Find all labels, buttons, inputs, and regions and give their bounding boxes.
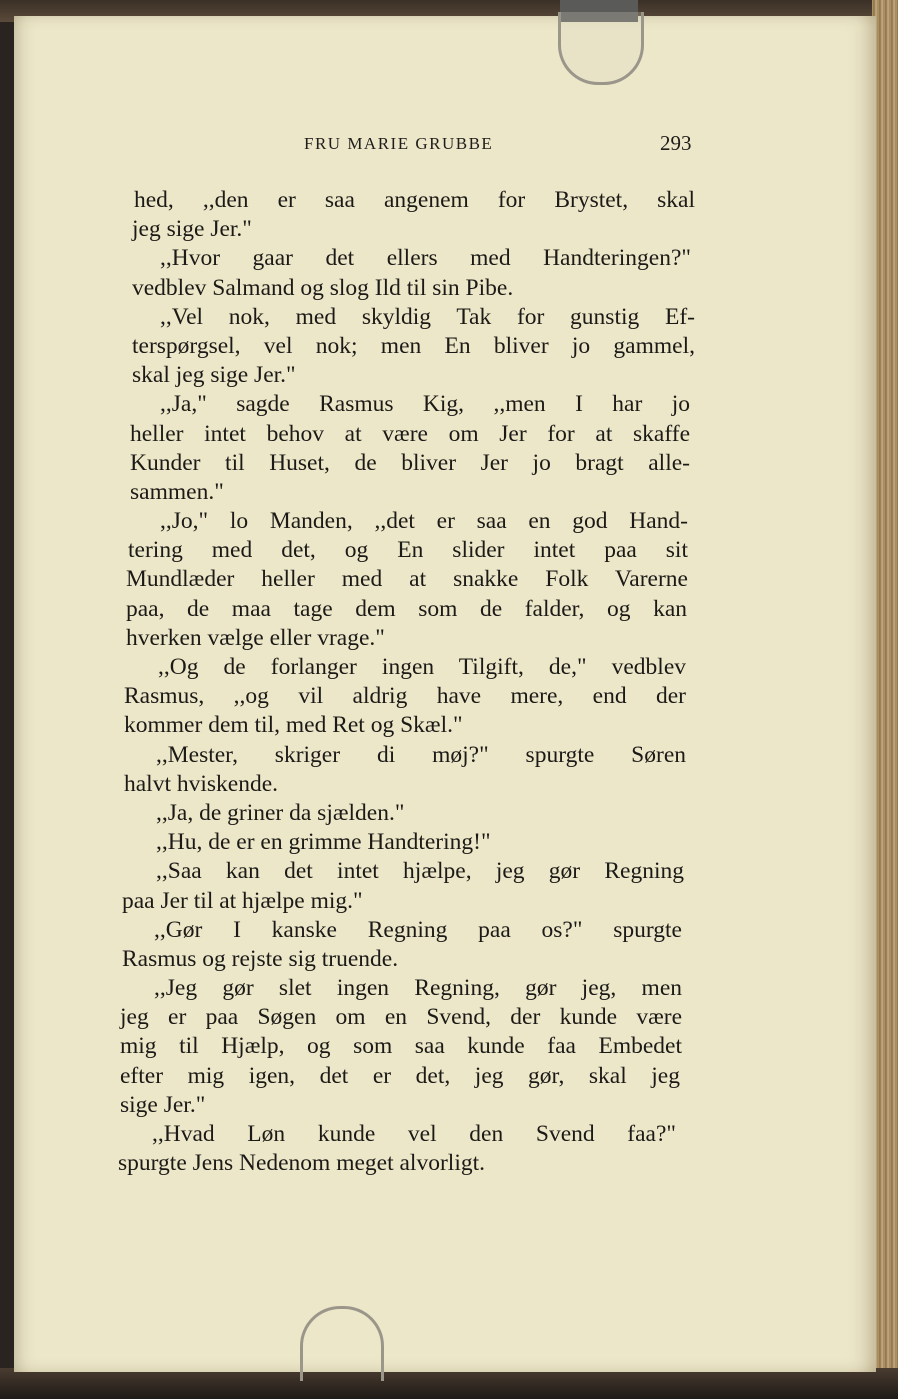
running-title: FRU MARIE GRUBBE <box>304 134 494 153</box>
page-header <box>0 131 898 158</box>
text-line: jeg sige Jer." <box>132 216 252 243</box>
top-page-clip <box>558 12 644 85</box>
text-line: ,,Hu, de er en grimme Handtering!" <box>156 829 491 856</box>
text-line: ,,Gør I kanske Regning paa os?" spurgte <box>154 916 682 943</box>
text-line: terspørgsel, vel nok; men En bliver jo gammel, <box>132 332 695 359</box>
text-line: ,,Saa kan det intet hjælpe, jeg gør Regning <box>156 858 684 885</box>
text-line: ,,Jeg gør slet ingen Regning, gør jeg, men <box>154 975 682 1002</box>
text-line: paa Jer til at hjælpe mig." <box>122 887 363 914</box>
text-line: efter mig igen, det er det, jeg gør, skal jeg <box>120 1062 680 1089</box>
text-line: ,,Vel nok, med skyldig Tak for gunstig Ef- <box>160 303 695 330</box>
text-line: kommer dem til, med Ret og Skæl." <box>124 712 463 739</box>
text-line: spurgte Jens Nedenom meget alvorligt. <box>118 1150 486 1177</box>
text-line: halvt hviskende. <box>124 770 279 797</box>
text-line: ,,Hvor gaar det ellers med Handteringen?" <box>160 245 691 272</box>
text-line: Rasmus og rejste sig truende. <box>122 945 399 972</box>
text-line: jeg er paa Søgen om en Svend, der kunde være <box>120 1004 682 1031</box>
text-line: hed, ,,den er saa angenem for Brystet, skal <box>134 187 695 213</box>
book-edge-bottom <box>0 1368 898 1399</box>
text-line: Mundlæder heller med at snakke Folk Varerne <box>126 566 688 593</box>
text-line: skal jeg sige Jer." <box>132 362 296 389</box>
page-number: 293 <box>660 131 692 155</box>
text-line: ,,Mester, skriger di møj?" spurgte Søren <box>156 741 686 768</box>
text-line: ,,Ja, de griner da sjælden." <box>156 799 405 826</box>
text-line: vedblev Salmand og slog Ild til sin Pibe. <box>132 274 514 301</box>
text-line: ,,Ja," sagde Rasmus Kig, ,,men I har jo <box>160 391 690 418</box>
text-line: paa, de maa tage dem som de falder, og kan <box>126 595 687 622</box>
text-line: Kunder til Huset, de bliver Jer jo bragt alle- <box>130 449 690 476</box>
text-line: ,,Og de forlanger ingen Tilgift, de," vedblev <box>158 654 686 680</box>
text-line: tering med det, og En slider intet paa sit <box>128 537 688 564</box>
body-text <box>120 186 700 1178</box>
text-line: Rasmus, ,,og vil aldrig have mere, end der <box>124 683 686 710</box>
text-line: heller intet behov at være om Jer for at skaffe <box>130 420 690 447</box>
text-line: hverken vælge eller vrage." <box>126 624 385 651</box>
text-line: mig til Hjælp, og som saa kunde faa Embedet <box>120 1033 682 1060</box>
text-line: ,,Jo," lo Manden, ,,det er saa en god Hand- <box>160 508 688 535</box>
text-line: ,,Hvad Løn kunde vel den Svend faa?" <box>152 1121 676 1147</box>
bottom-page-clip <box>300 1306 384 1381</box>
text-line: sammen." <box>130 478 224 505</box>
text-line: sige Jer." <box>120 1091 206 1118</box>
